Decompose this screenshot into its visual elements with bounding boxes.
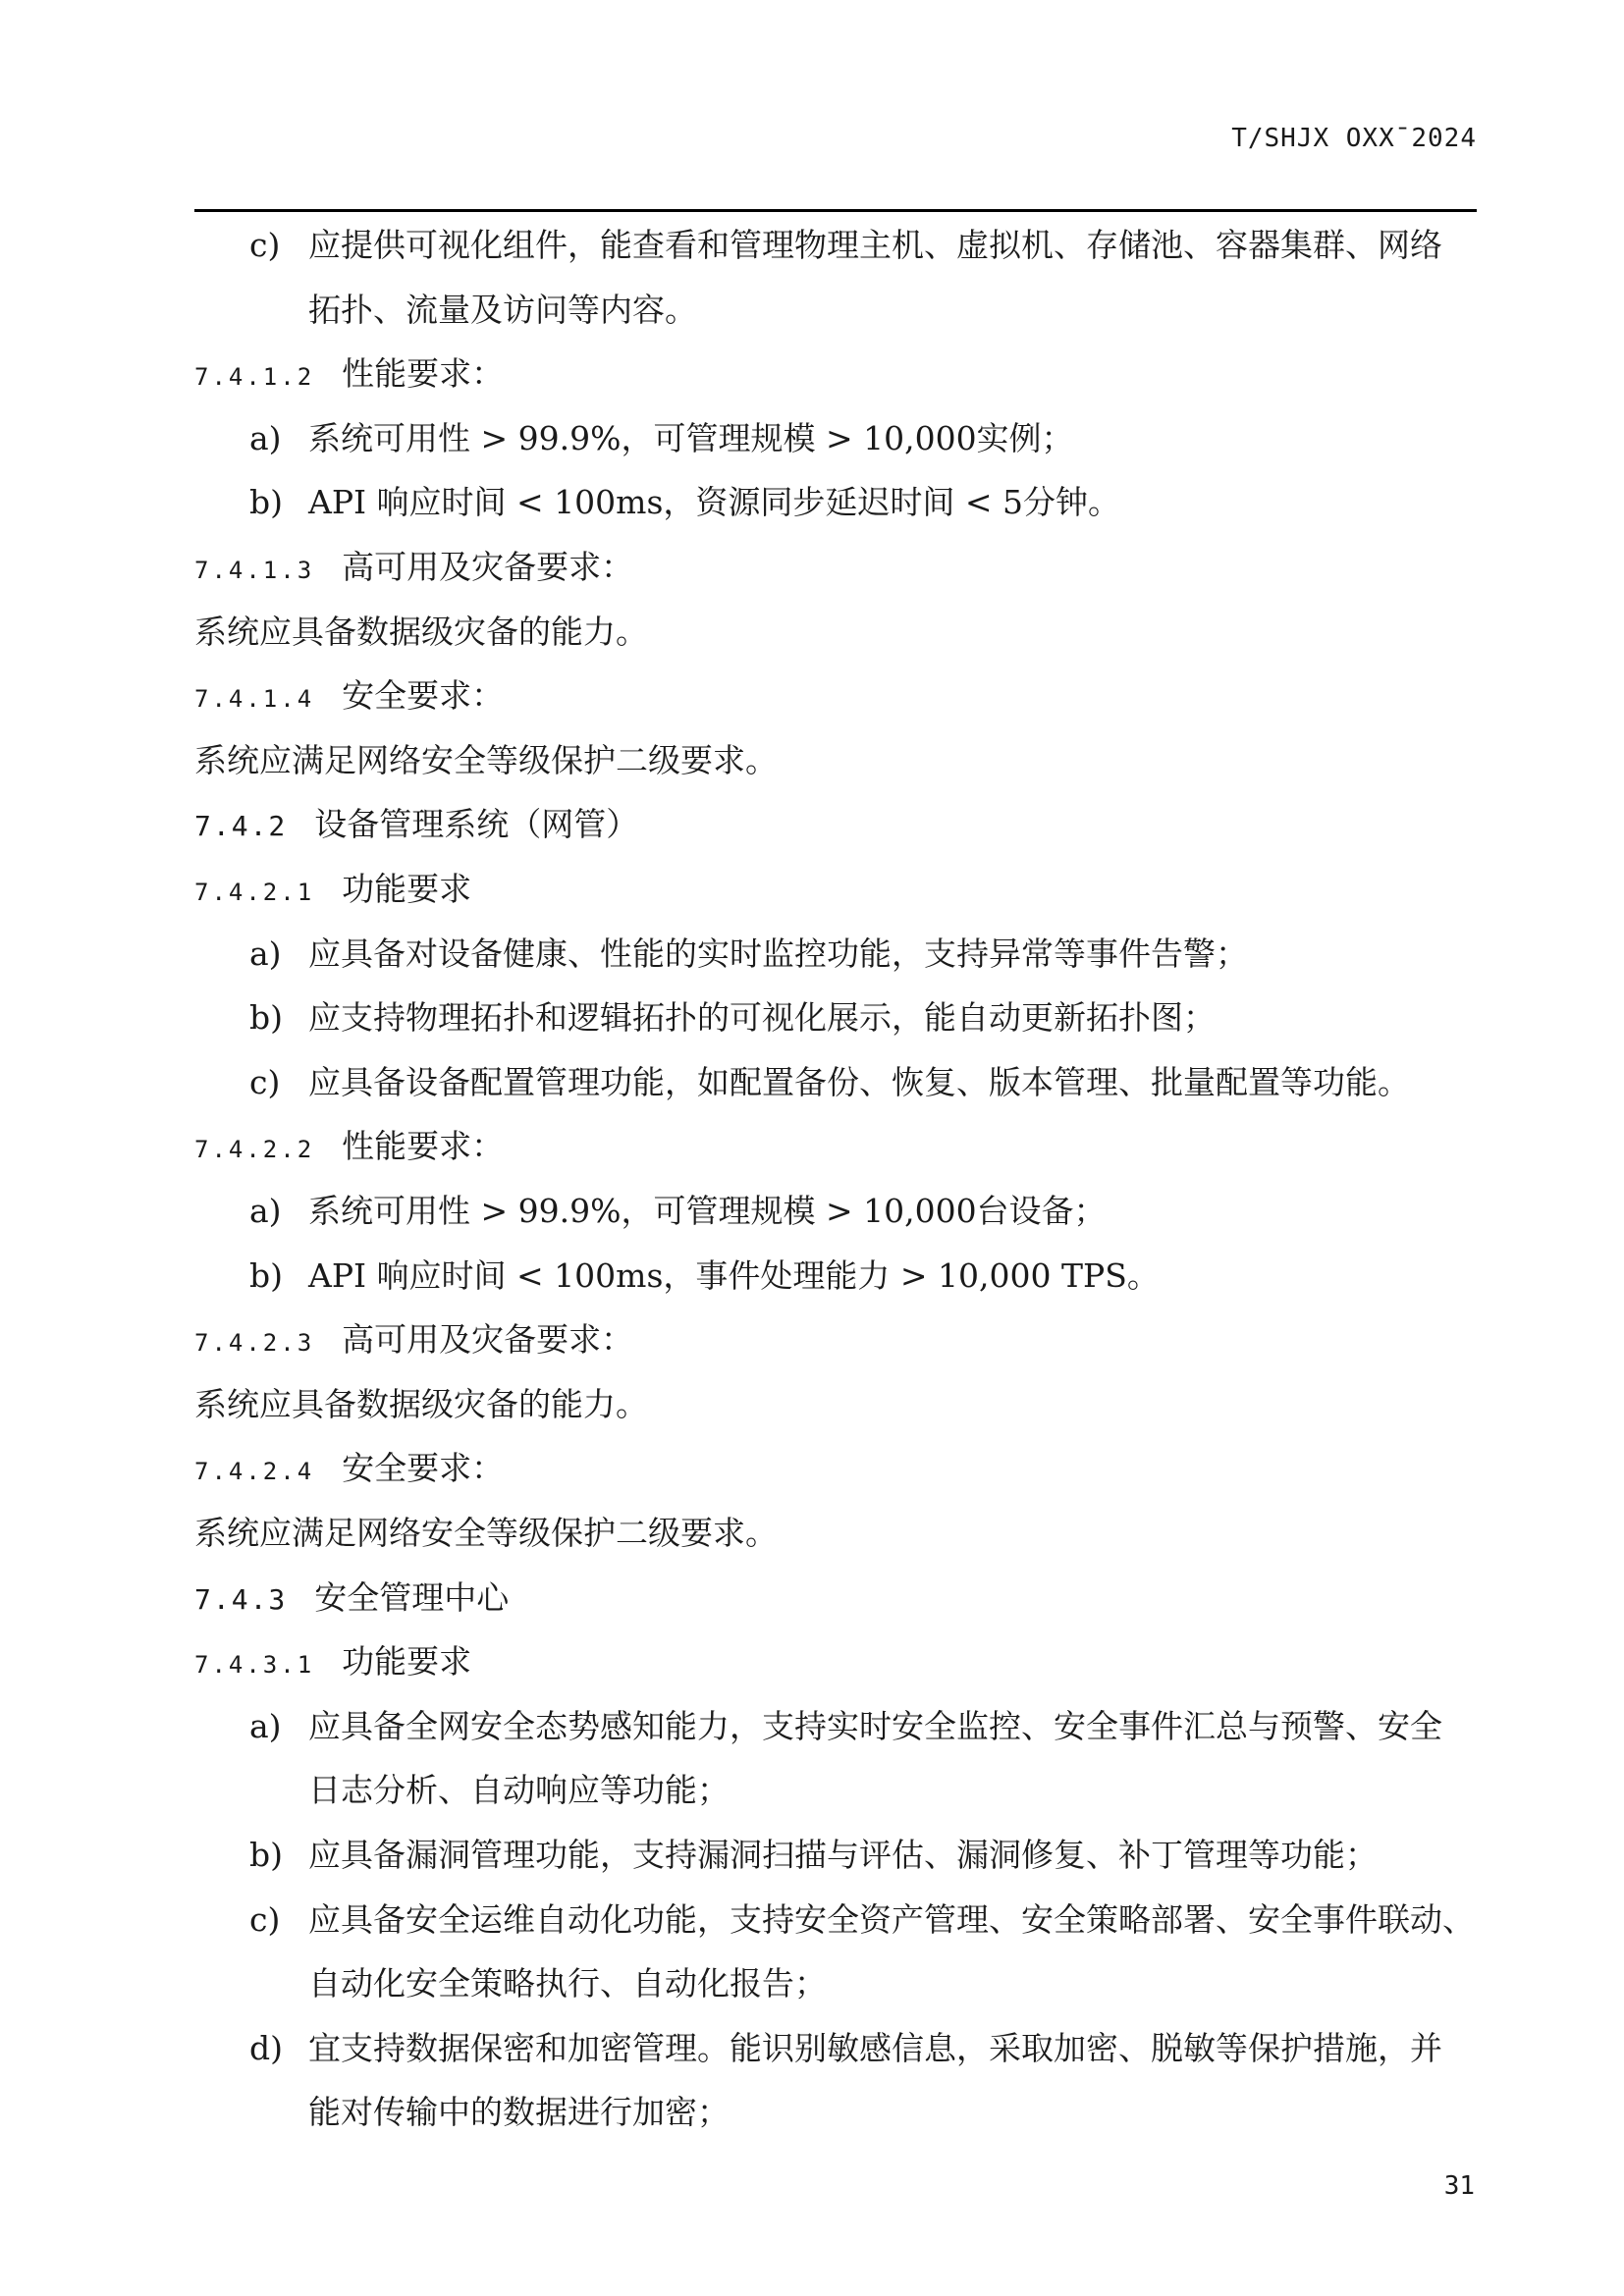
list-item [249, 226, 1442, 265]
list-item [249, 1707, 1442, 1746]
list-item-label: c) [249, 1900, 281, 1939]
subsection-heading [194, 354, 504, 397]
list-item-label: d) [249, 2029, 283, 2067]
list-item-continuation: 拓扑、流量及访问等内容。 [308, 291, 697, 329]
section-number: 7.4.2.4 [194, 1458, 315, 1485]
list-item [249, 998, 1216, 1038]
subsection-heading [194, 676, 504, 719]
list-item [249, 1063, 1410, 1102]
list-item [249, 2029, 1442, 2068]
section-title: 功能要求 [342, 1642, 472, 1681]
list-item-label: b) [249, 1256, 283, 1295]
section-title: 高可用及灾备要求： [342, 1320, 634, 1359]
list-item-label: b) [249, 998, 283, 1037]
subsection-heading [194, 870, 471, 912]
section-number: 7.4.1.4 [194, 685, 315, 713]
list-item-text: 应支持物理拓扑和逻辑拓扑的可视化展示，能自动更新拓扑图； [308, 998, 1216, 1037]
section-number: 7.4.2.2 [194, 1136, 315, 1163]
list-item-continuation: 自动化安全策略执行、自动化报告； [308, 1964, 827, 2002]
list-item [249, 934, 1248, 974]
section-number: 7.4.2.3 [194, 1329, 315, 1357]
list-item [249, 1192, 1107, 1231]
subsection-heading [194, 548, 633, 590]
list-item [249, 1900, 1475, 1940]
section-title: 安全要求： [342, 1449, 505, 1487]
list-item-label: c) [249, 1063, 281, 1101]
list-item-text: API 响应时间 < 100ms，资源同步延迟时间 < 5分钟。 [308, 483, 1121, 521]
list-item [249, 419, 1074, 458]
list-item-continuation: 日志分析、自动响应等功能； [308, 1771, 730, 1809]
section-title: 安全要求： [342, 676, 505, 715]
list-item-label: a) [249, 419, 282, 457]
list-item [249, 1836, 1378, 1875]
list-item-text: API 响应时间 < 100ms，事件处理能力 > 10,000 TPS。 [308, 1256, 1160, 1295]
list-item-text: 应具备全网安全态势感知能力，支持实时安全监控、安全事件汇总与预警、安全 [308, 1707, 1442, 1745]
list-item-continuation: 能对传输中的数据进行加密； [308, 2093, 730, 2131]
document-code-header: T/SHJX OXX¯2024 [1231, 124, 1477, 153]
section-title: 功能要求 [342, 870, 472, 908]
list-item [249, 1256, 1160, 1296]
list-item-text: 应具备设备配置管理功能，如配置备份、恢复、版本管理、批量配置等功能。 [308, 1063, 1410, 1101]
subsection-heading [194, 1320, 633, 1362]
body-paragraph: 系统应具备数据级灾备的能力。 [194, 1385, 648, 1423]
section-number: 7.4.1.3 [194, 557, 315, 584]
list-item-text: 系统可用性 > 99.9%，可管理规模 > 10,000实例； [308, 419, 1074, 457]
list-item-text: 应具备漏洞管理功能，支持漏洞扫描与评估、漏洞修复、补丁管理等功能； [308, 1836, 1378, 1874]
section-number: 7.4.1.2 [194, 363, 315, 391]
section-heading [194, 805, 638, 846]
subsection-heading [194, 1127, 504, 1169]
section-number: 7.4.2.1 [194, 879, 315, 906]
section-title: 性能要求： [342, 1127, 505, 1165]
subsection-heading [194, 1449, 504, 1491]
body-paragraph: 系统应满足网络安全等级保护二级要求。 [194, 741, 778, 779]
list-item-label: a) [249, 934, 282, 973]
subsection-heading [194, 1642, 471, 1684]
list-item-text: 系统可用性 > 99.9%，可管理规模 > 10,000台设备； [308, 1192, 1107, 1230]
list-item-text: 应具备对设备健康、性能的实时监控功能，支持异常等事件告警； [308, 934, 1248, 973]
header-rule [194, 209, 1477, 212]
section-title: 设备管理系统（网管） [314, 805, 639, 843]
body-paragraph: 系统应满足网络安全等级保护二级要求。 [194, 1514, 778, 1552]
page-number: 31 [1443, 2171, 1475, 2201]
body-paragraph: 系统应具备数据级灾备的能力。 [194, 613, 648, 651]
list-item-label: c) [249, 226, 281, 264]
section-title: 性能要求： [342, 354, 505, 393]
list-item-text: 应具备安全运维自动化功能，支持安全资产管理、安全策略部署、安全事件联动、 [308, 1900, 1475, 1939]
section-heading [194, 1578, 509, 1620]
list-item-label: b) [249, 483, 283, 521]
section-number: 7.4.3.1 [194, 1651, 315, 1679]
section-title: 高可用及灾备要求： [342, 548, 634, 586]
section-title: 安全管理中心 [314, 1578, 510, 1617]
section-number: 7.4.3 [194, 1583, 288, 1616]
section-number: 7.4.2 [194, 810, 288, 842]
list-item-text: 宜支持数据保密和加密管理。能识别敏感信息，采取加密、脱敏等保护措施，并 [308, 2029, 1442, 2067]
list-item-label: a) [249, 1707, 282, 1745]
list-item [249, 483, 1120, 522]
list-item-label: b) [249, 1836, 283, 1874]
list-item-text: 应提供可视化组件，能查看和管理物理主机、虚拟机、存储池、容器集群、网络 [308, 226, 1442, 264]
list-item-label: a) [249, 1192, 282, 1230]
